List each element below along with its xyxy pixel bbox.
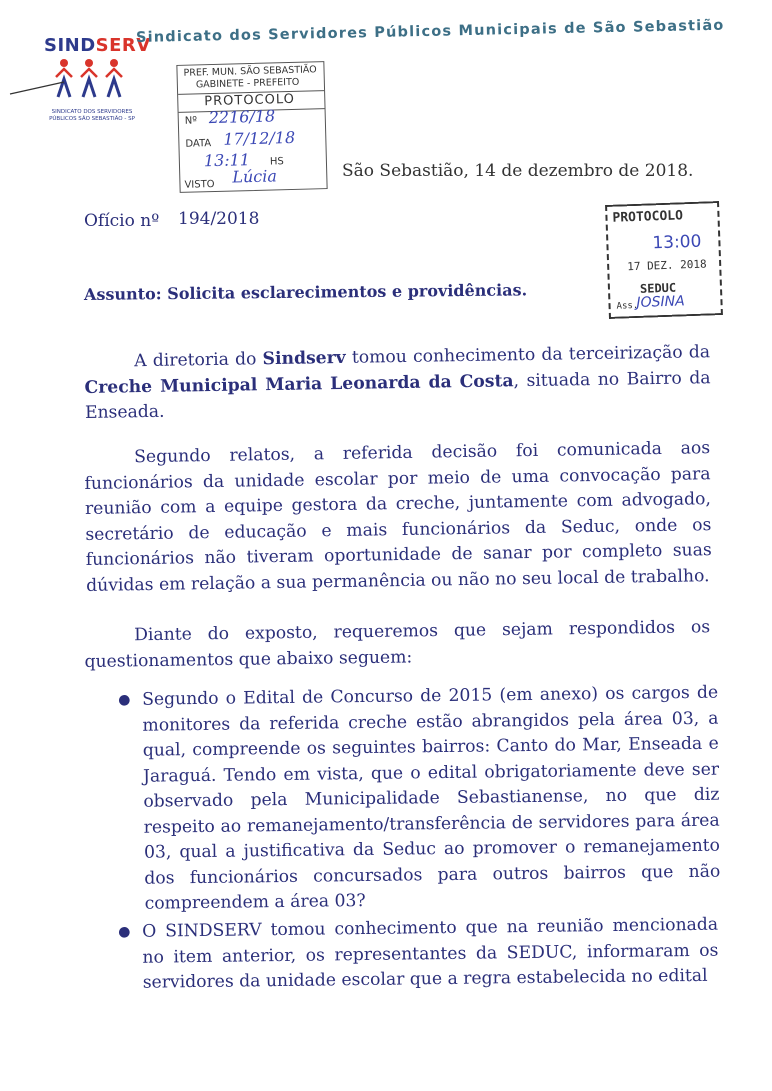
seduc-stamp-ass-label: Ass. [616,300,639,312]
paragraph-intro [84,340,711,426]
stamp-hs-label: HS [269,156,284,168]
seduc-stamp-title: PROTOCOLO [612,208,684,226]
sindserv-logo [44,35,151,56]
stamp-time-value: 13:11 [203,150,251,171]
p1-text-a: A diretoria do [134,349,263,372]
p1-sindserv: Sindserv [262,347,346,370]
bullet-icon: ● [118,691,131,708]
p2-text: Segundo relatos, a referida decisão foi comunicada aos funcionários da unidade escolar por meio de uma convocação para reunião com a equipe gestora da creche, juntamente com advogado, secretário de educação e mais funcionários da Seduc, onde os funcionários não tiveram oportunidade de sanar por completo suas dúvidas em relação a sua permanência ou não no seu local de trabalho. [84,438,712,596]
stamp-line-gabinete: GABINETE - PREFEITO [195,76,300,91]
subject-line: Assunto: Solicita esclarecimentos e providências. [83,280,528,304]
list-item [118,681,721,918]
stamp-date-value: 17/12/18 [223,127,296,149]
bullet1-text: Segundo o Edital de Concurso de 2015 (em anexo) os cargos de monitores da referida creche estão abrangidos pela área 03, a qual, compreende os seguintes bairros: Canto do Mar, Enseada e Jaraguá. Tendo em vista, que o edital obrigatoriamente deve ser observado pela Municipalidade Sebastianense, no que diz respeito ao remanejamento/transferência de servidores para área 03, qual a justificativa da Seduc ao promover o remanejamento dos funcionários concursados para outros bairros que não compreendem a área 03? [142,682,721,914]
oficio-label: Ofício nº [84,211,160,231]
seduc-stamp-signature: JOSINA [636,293,685,311]
logo-serv: SERV [95,35,151,56]
paragraph-reports [84,436,712,599]
stamp-number-label: Nº [184,115,198,127]
pen-stroke-mark [8,78,68,98]
stamp-number-value: 2216/18 [208,106,276,128]
list-item [118,913,719,997]
stamp-visto-signature: Lúcia [232,166,278,187]
bullet2-text: O SINDSERV tomou conhecimento que na reunião mencionada no item anterior, os representantes da SEDUC, informaram os servidores da unidade escolar que a regra estabelecida no edital [142,914,719,993]
seduc-stamp-time: 13:00 [652,231,702,254]
stamp-date-label: DATA [185,138,212,150]
p1-text-e: , situada no Bairro da Enseada. [84,367,711,423]
p1-text-c: tomou conhecimento da terceirização da [345,342,711,368]
oficio-number: 194/2018 [178,209,260,229]
stamp-visto-label: VISTO [184,179,215,191]
protocol-stamp-seduc [605,201,723,319]
logo-sind: SIND [44,35,96,56]
paragraph-request [84,615,711,675]
protocol-stamp-gabinete [176,61,327,193]
stamp-line-prefecture: PREF. MUN. SÃO SEBASTIÃO [183,64,317,79]
seduc-stamp-date: 17 DEZ. 2018 [626,257,707,274]
document-date: São Sebastião, 14 de dezembro de 2018. [342,161,694,181]
bullet-icon: ● [118,923,131,940]
stamp-line-protocolo: PROTOCOLO [204,91,296,110]
p1-creche-name: Creche Municipal Maria Leonarda da Costa [84,370,514,398]
organization-name: Sindicato dos Servidores Públicos Municipais de São Sebastião [135,17,725,46]
seduc-stamp-dept: SEDUC [639,280,677,296]
logo-caption: SINDICATO DOS SERVIDORES PÚBLICOS SÃO SEBASTIÃO - SP [49,109,135,122]
p3-text: Diante do exposto, requeremos que sejam respondidos os questionamentos que abaixo seguem: [84,617,711,672]
